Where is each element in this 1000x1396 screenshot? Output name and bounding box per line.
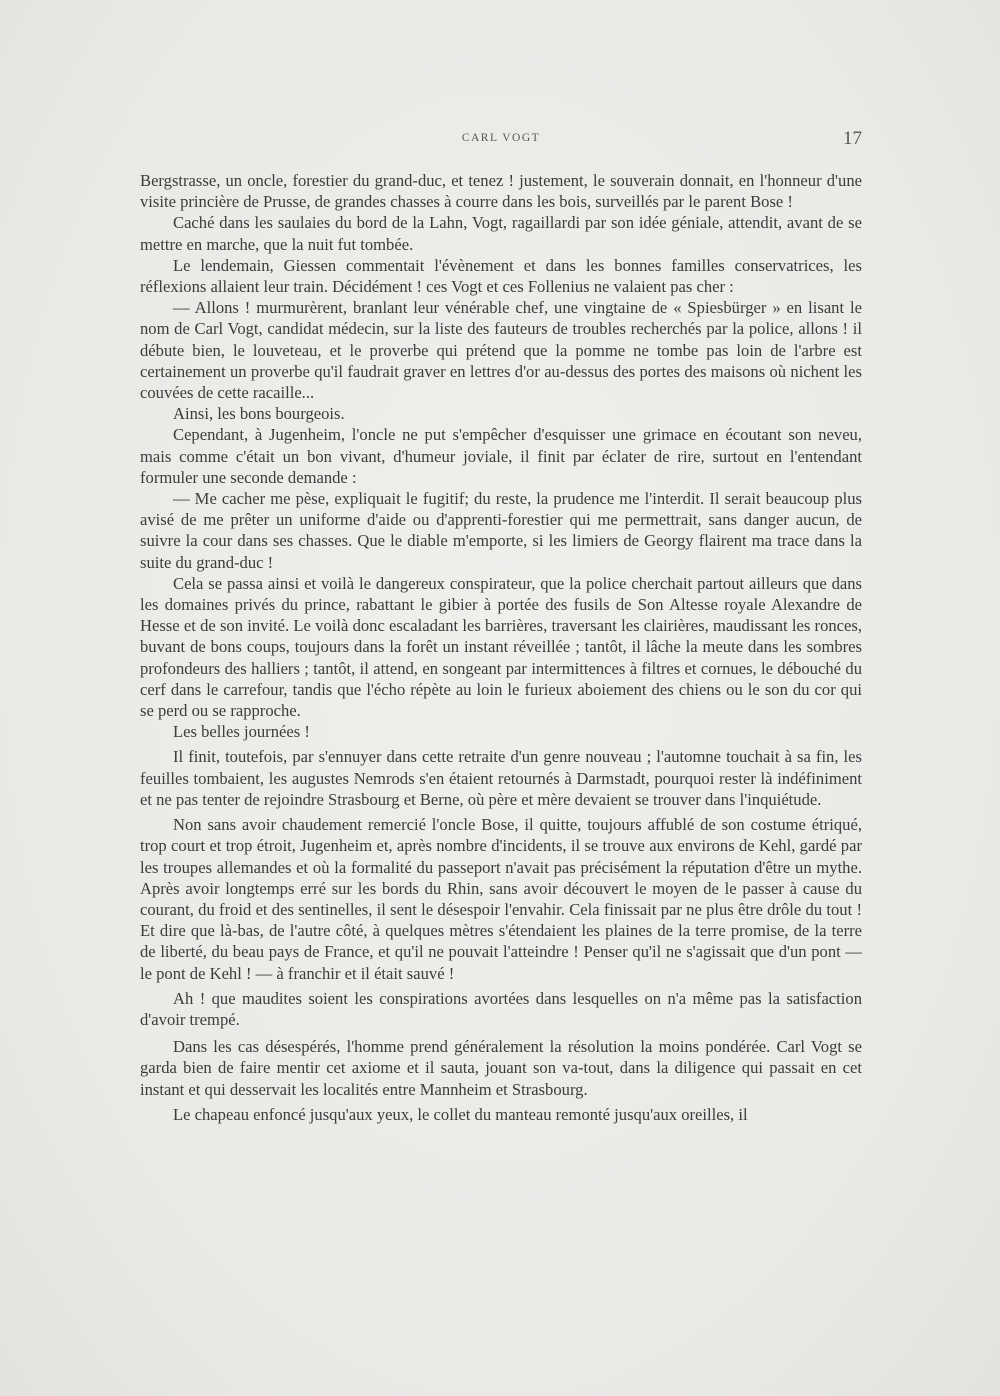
paragraph: Cependant, à Jugenheim, l'oncle ne put s'empêcher d'esquisser une grimace en écoutant son neveu, mais comme c'était un bon vivant, d'humeur joviale, il finit par éclater de rire, surtout en l'entendant formuler une seconde demande : — [140, 425, 862, 487]
paragraph: Dans les cas désespérés, l'homme prend généralement la résolution la moins pondérée. Carl Vogt se garda bien de faire mentir cet axiome et il sauta, jouant son va-tout, dans la diligence qui passait en cet instant et qui desservait les localités entre Mannheim et Strasbourg. — [140, 1037, 862, 1099]
paragraph: Le lendemain, Giessen commentait l'évènement et dans les bonnes familles conservatrices, les réflexions allaient leur train. Décidément ! ces Vogt et ces Follenius ne valaient pas cher : — [140, 255, 862, 297]
paragraph: Bergstrasse, un oncle, forestier du grand-duc, et tenez ! justement, le souverain donnait, en l'honneur d'une visite princière de Prusse, de grandes chasses à courre dans les bois, surveillés par le parent Bose ! — [140, 171, 862, 212]
page-number: 17 — [843, 128, 862, 149]
running-head — [140, 128, 862, 152]
running-title: CARL VOGT — [461, 132, 541, 144]
paragraph: — Allons ! murmurèrent, branlant leur vénérable chef, une vingtaine de « Spiesbürger » en lisant le nom de Carl Vogt, candidat médecin, sur la liste des fauteurs de troubles recherchés par la police, allons ! il débute bien, le louveteau, et le proverbe qui prétend que la pomme ne tombe pas loin de l'arbre est certainement un proverbe qu'il faudrait graver en lettres d'or au-dessus des portes des maisons où nichent les couvées de cette racaille... — [140, 298, 862, 403]
paragraph: Caché dans les saulaies du bord de la Lahn, Vogt, ragaillardi par son idée géniale, attendit, avant de se mettre en marche, que la nuit fut tombée. — [140, 213, 862, 254]
paragraph: Ah ! que maudites soient les conspirations avortées dans lesquelles on n'a même pas la satisfaction d'avoir trempé. — [140, 988, 862, 1029]
paragraph: Le chapeau enfoncé jusqu'aux yeux, le collet du manteau remonté jusqu'aux oreilles, il — [173, 1104, 748, 1124]
paragraph: — Me cacher me pèse, expliquait le fugitif; du reste, la prudence me l'interdit. Il serait beaucoup plus avisé de me prêter un uniforme d'aide ou d'apprenti-forestier qui me permettrait, sans danger aucun, de suivre la cour dans ses chasses. Que le diable m'emporte, si les limiers de Georgy flairent ma trace dans la suite du grand-duc ! — [140, 489, 862, 572]
paragraph: Ainsi, les bons bourgeois. — [173, 404, 345, 424]
paragraph: Les belles journées ! — [173, 722, 310, 742]
paragraph: Non sans avoir chaudement remercié l'oncle Bose, il quitte, toujours affublé de son costume étriqué, trop court et trop étroit, Jugenheim et, après nombre d'incidents, il se trouve aux environs de Kehl, gardé par les troupes allemandes et où la formalité du passeport n'avait pas précisément la réputation d'être un mythe. Après avoir longtemps erré sur les bords du Rhin, sans avoir découvert le moyen de le passer à cause du courant, du froid et des sentinelles, il sent le désespoir l'envahir. Cela finissait par ne plus être drôle du tout ! Et dire que là-bas, de l'autre côté, à quelques mètres s'étendaient les plaines de la terre promise, de la terre de liberté, du beau pays de France, et qu'il ne pouvait l'atteindre ! Penser qu'il ne s'agissait que d'un pont — le pont de Kehl ! — à franchir et il était sauvé ! — [140, 815, 862, 983]
paragraph: Cela se passa ainsi et voilà le dangereux conspirateur, que la police cherchait partout ailleurs que dans les domaines privés du prince, rabattant le gibier à portée des fusils de Son Altesse royale Alexandre de Hesse et de son invité. Le voilà donc escaladant les barrières, traversant les clairières, maudissant les ronces, buvant de bons coups, toujours dans la forêt un instant réveillée ; tantôt, il lâche la meute dans les sombres profondeurs des halliers ; tantôt, il attend, en songeant par intermittences à filtres et cornues, le débouché du cerf dans le carrefour, tandis que l'écho répète au loin le furieux aboiement des chiens ou le son du cor qui se perd ou se rapproche. — [140, 573, 862, 721]
paragraph: Il finit, toutefois, par s'ennuyer dans cette retraite d'un genre nouveau ; l'automne touchait à sa fin, les feuilles tombaient, les augustes Nemrods s'en étaient retournés à Darmstadt, pourquoi rester là indéfiniment et ne pas tenter de rejoindre Strasbourg et Berne, où père et mère devaient se trouver dans l'inquiétude. — [140, 747, 862, 809]
body-text — [140, 170, 862, 1125]
